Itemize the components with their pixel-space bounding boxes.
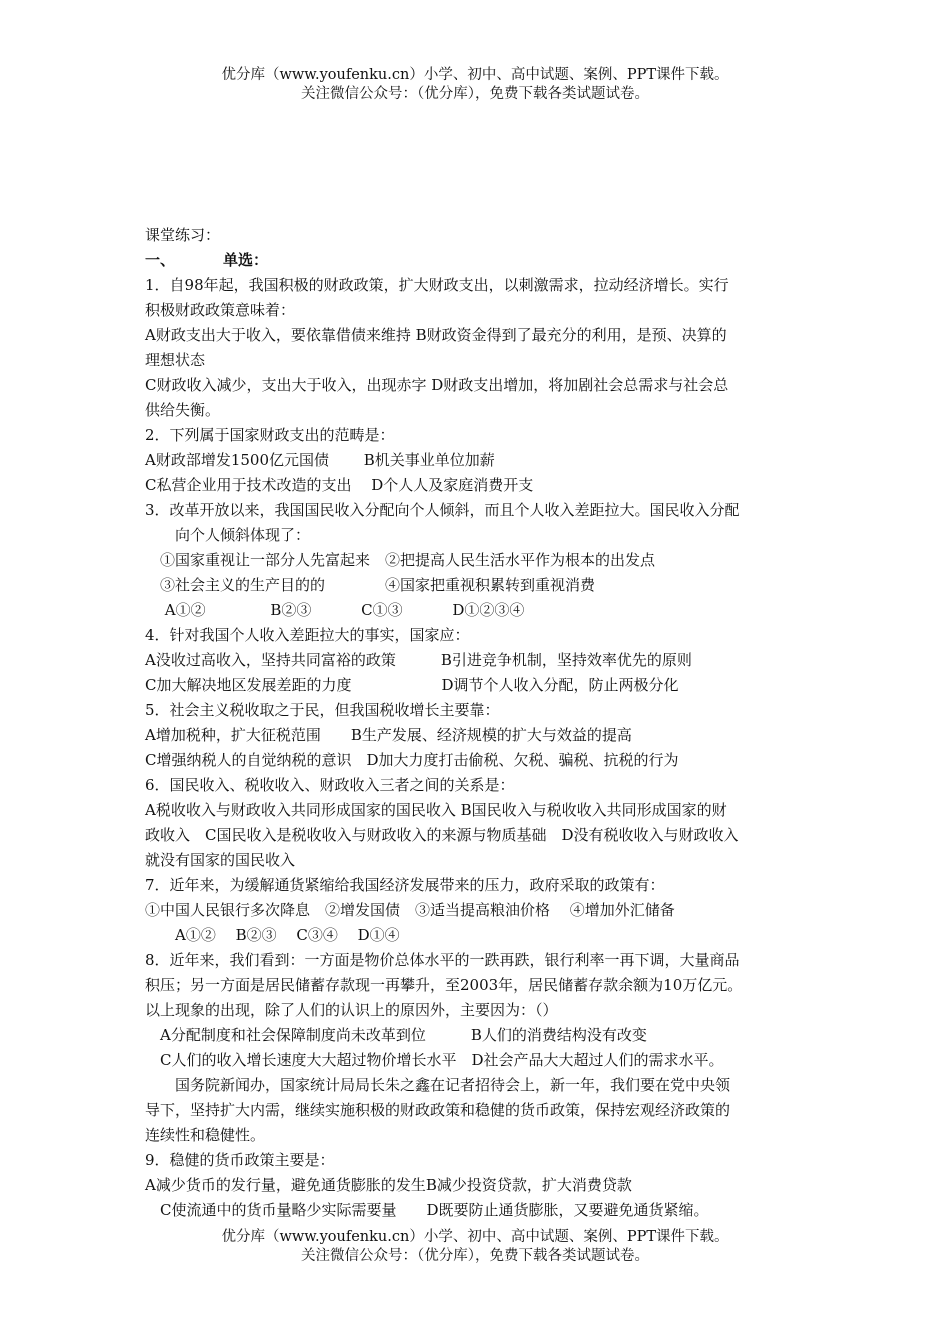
text-line: C私营企业用于技术改造的支出 D个人人及家庭消费开支 bbox=[145, 476, 534, 494]
text-line: 理想状态 bbox=[145, 351, 206, 369]
section-heading bbox=[145, 248, 825, 273]
section-number: 一、 bbox=[145, 251, 176, 269]
text-line: 政收入 C国民收入是税收收入与财政收入的来源与物质基础 D没有税收收入与财政收入 bbox=[145, 826, 739, 844]
text-line: A财政支出大于收入，要依靠借债来维持 B财政资金得到了最充分的利用，是预、决算的 bbox=[145, 326, 727, 344]
text-line: 2．下列属于国家财政支出的范畴是： bbox=[145, 426, 395, 444]
text-line: A没收过高收入，坚持共同富裕的政策 B引进竞争机制，坚持效率优先的原则 bbox=[145, 651, 692, 669]
text-line: 7．近年来，为缓解通货紧缩给我国经济发展带来的压力，政府采取的政策有： bbox=[145, 876, 665, 894]
footer-line-2: 关注微信公众号：（优分库），免费下载各类试题试卷。 bbox=[301, 1248, 649, 1264]
text-line: 向个人倾斜体现了： bbox=[145, 526, 311, 544]
text-line: A税收收入与财政收入共同形成国家的国民收入 B国民收入与税收收入共同形成国家的财 bbox=[145, 801, 727, 819]
document-body bbox=[145, 223, 825, 1223]
section-label: 单选： bbox=[223, 251, 269, 269]
text-line: 国务院新闻办，国家统计局局长朱之鑫在记者招待会上，新一年，我们要在党中央领 bbox=[145, 1076, 731, 1094]
text-line: 供给失衡。 bbox=[145, 401, 221, 419]
footer-line-1: 优分库（www.youfenku.cn）小学、初中、高中试题、案例、PPT课件下载。 bbox=[221, 1229, 729, 1245]
text-line: 5．社会主义税收取之于民，但我国税收增长主要靠： bbox=[145, 701, 500, 719]
text-line: 积极财政政策意味着： bbox=[145, 301, 296, 319]
text-line: A①② B②③ C③④ D①④ bbox=[145, 926, 400, 944]
text-line: C增强纳税人的自觉纳税的意识 D加大力度打击偷税、欠税、骗税、抗税的行为 bbox=[145, 751, 679, 769]
text-line: 就没有国家的国民收入 bbox=[145, 851, 296, 869]
text-line: A减少货币的发行量，避免通货膨胀的发生B减少投资贷款，扩大消费贷款 bbox=[145, 1176, 632, 1194]
question-list bbox=[145, 273, 825, 1223]
text-line: C加大解决地区发展差距的力度 D调节个人收入分配，防止两极分化 bbox=[145, 676, 679, 694]
text-line: 4．针对我国个人收入差距拉大的事实，国家应： bbox=[145, 626, 470, 644]
text-line: 导下，坚持扩大内需，继续实施积极的财政政策和稳健的货币政策，保持宏观经济政策的 bbox=[145, 1101, 731, 1119]
text-line: A增加税种，扩大征税范围 B生产发展、经济规模的扩大与效益的提高 bbox=[145, 726, 632, 744]
text-line: A分配制度和社会保障制度尚未改革到位 B人们的消费结构没有改变 bbox=[145, 1026, 647, 1044]
text-line: A①② B②③ C①③ D①②③④ bbox=[145, 601, 525, 619]
text-line: 1．自98年起，我国积极的财政政策，扩大财政支出，以刺激需求，拉动经济增长。实行 bbox=[145, 276, 729, 294]
text-line: C财政收入减少，支出大于收入，出现赤字 D财政支出增加，将加剧社会总需求与社会总 bbox=[145, 376, 729, 394]
exercise-title: 课堂练习： bbox=[145, 226, 221, 244]
header-line-1: 优分库（www.youfenku.cn）小学、初中、高中试题、案例、PPT课件下载。 bbox=[221, 67, 729, 83]
text-line: C人们的收入增长速度大大超过物价增长水平 D社会产品大大超过人们的需求水平。 bbox=[145, 1051, 724, 1069]
text-line: C使流通中的货币量略少实际需要量 D既要防止通货膨胀，又要避免通货紧缩。 bbox=[145, 1201, 709, 1219]
text-line: A财政部增发1500亿元国债 B机关事业单位加薪 bbox=[145, 451, 495, 469]
text-line: ①国家重视让一部分人先富起来 ②把提高人民生活水平作为根本的出发点 bbox=[145, 551, 656, 569]
text-line: 连续性和稳健性。 bbox=[145, 1126, 266, 1144]
text-line: 以上现象的出现，除了人们的认识上的原因外，主要因为：（） bbox=[145, 1001, 558, 1019]
text-line: ①中国人民银行多次降息 ②增发国债 ③适当提高粮油价格 ④增加外汇储备 bbox=[145, 901, 675, 919]
page-footer bbox=[0, 1228, 950, 1266]
text-line: 8．近年来，我们看到：一方面是物价总体水平的一跌再跌，银行利率一再下调，大量商品 bbox=[145, 951, 740, 969]
text-line: 积压；另一方面是居民储蓄存款现一再攀升，至2003年，居民储蓄存款余额为10万亿元。 bbox=[145, 976, 743, 994]
text-line: ③社会主义的生产目的的 ④国家把重视积累转到重视消费 bbox=[145, 576, 596, 594]
text-line: 6．国民收入、税收收入、财政收入三者之间的关系是： bbox=[145, 776, 515, 794]
text-line: 9．稳健的货币政策主要是： bbox=[145, 1151, 335, 1169]
page-header bbox=[0, 66, 950, 104]
header-line-2: 关注微信公众号：（优分库），免费下载各类试题试卷。 bbox=[301, 86, 649, 102]
text-line: 3．改革开放以来，我国国民收入分配向个人倾斜，而且个人收入差距拉大。国民收入分配 bbox=[145, 501, 740, 519]
